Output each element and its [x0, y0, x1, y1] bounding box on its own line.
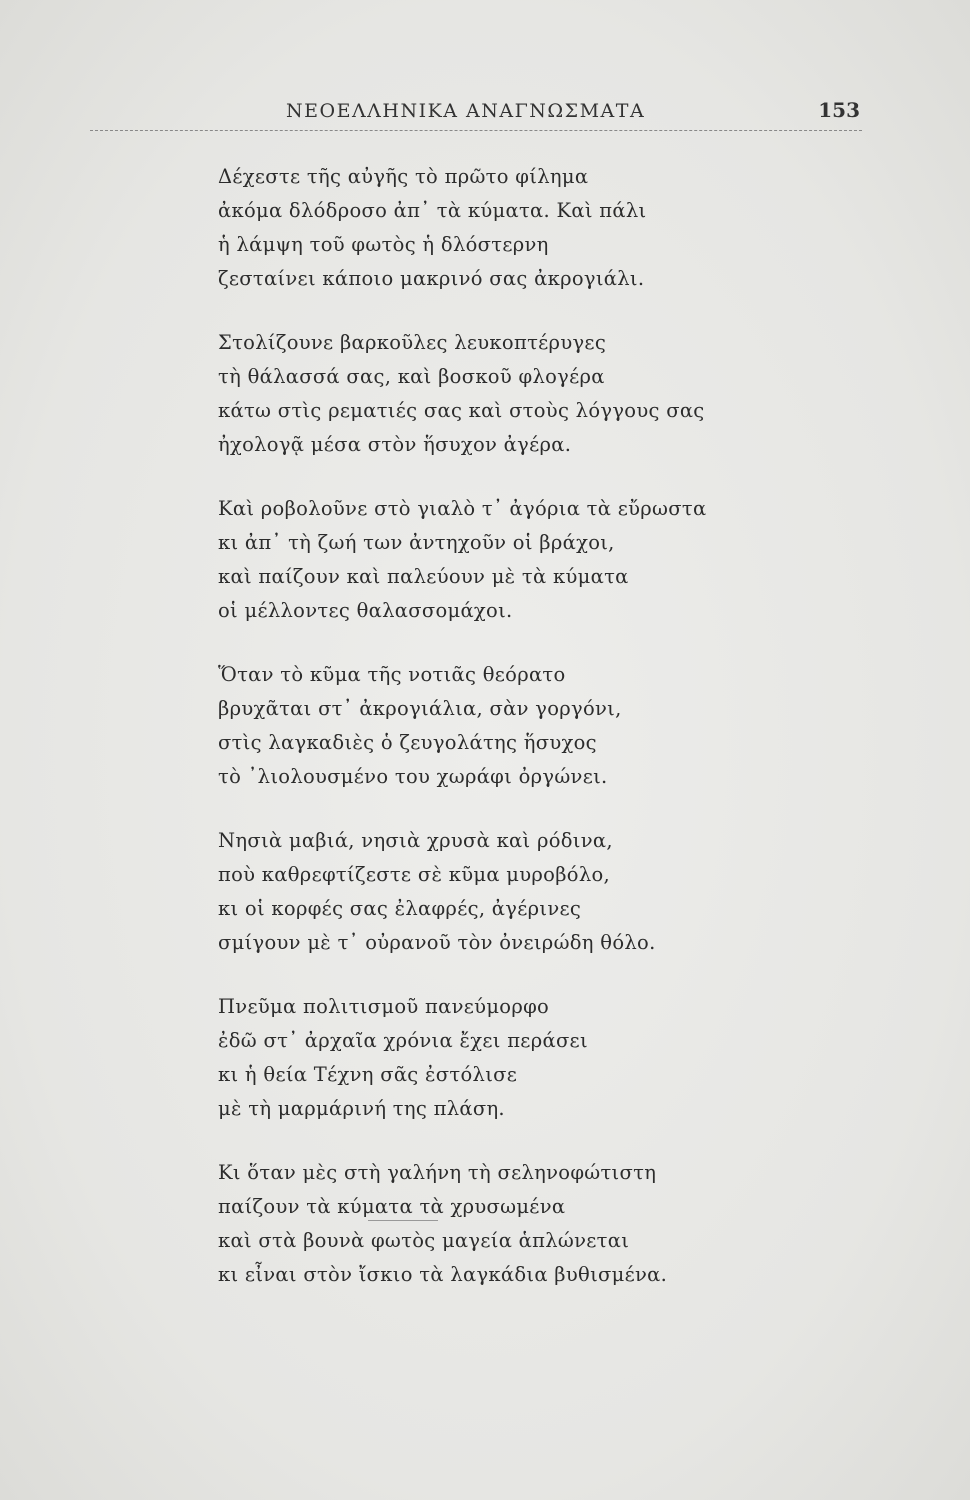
poem-line: Στολίζουνε βαρκοῦλες λευκοπτέρυγες	[218, 331, 607, 354]
poem-line: καὶ στὰ βουνὰ φωτὸς μαγεία ἁπλώνεται	[218, 1229, 630, 1252]
poem-line: κι ἀπ᾿ τὴ ζωή των ἀντηχοῦν οἱ βράχοι,	[218, 531, 615, 554]
poem-line: τὴ θάλασσά σας, καὶ βοσκοῦ φλογέρα	[218, 365, 605, 388]
poem-line: Ὅταν τὸ κῦμα τῆς νοτιᾶς θεόρατο	[218, 663, 566, 686]
stanza	[218, 658, 838, 794]
poem-line: κάτω στὶς ρεματιές σας καὶ στοὺς λόγγους σας	[218, 399, 705, 422]
poem-line: κι οἱ κορφές σας ἐλαφρές, ἀγέρινες	[218, 897, 582, 920]
poem-line: ποὺ καθρεφτίζεστε σὲ κῦμα μυροβόλο,	[218, 863, 611, 886]
poem-line: τὸ ᾿λιολουσμένο του χωράφι ὀργώνει.	[218, 765, 608, 788]
running-head: ΝΕΟΕΛΛΗΝΙΚΑ ΑΝΑΓΝΩΣΜΑΤΑ	[286, 100, 646, 122]
stanza	[218, 990, 838, 1126]
poem-line: ἡ λάμψη τοῦ φωτὸς ἡ δλόστερνη	[218, 233, 549, 256]
poem-line: Δέχεστε τῆς αὐγῆς τὸ πρῶτο φίλημα	[218, 165, 589, 188]
poem-line: Κι ὅταν μὲς στὴ γαλήνη τὴ σεληνοφώτιστη	[218, 1161, 657, 1184]
stanza	[218, 160, 838, 296]
poem-line: ζεσταίνει κάποιο μακρινό σας ἀκρογιάλι.	[218, 267, 645, 290]
poem-line: κι ἡ θεία Τέχνη σᾶς ἐστόλισε	[218, 1063, 518, 1086]
page-header	[90, 96, 870, 136]
poem-line: ἠχολογᾷ μέσα στὸν ἥσυχον ἀγέρα.	[218, 433, 572, 456]
poem-line: σμίγουν μὲ τ᾿ οὐρανοῦ τὸν ὀνειρώδη θόλο.	[218, 931, 656, 954]
poem-line: οἱ μέλλοντες θαλασσομάχοι.	[218, 599, 513, 622]
section-divider	[368, 1220, 438, 1221]
poem-line: μὲ τὴ μαρμάρινή της πλάση.	[218, 1097, 505, 1120]
stanza	[218, 824, 838, 960]
poem-line: κι εἶναι στὸν ἴσκιο τὰ λαγκάδια βυθισμένα.	[218, 1263, 668, 1286]
header-rule	[90, 130, 862, 131]
poem-line: Πνεῦμα πολιτισμοῦ πανεύμορφο	[218, 995, 550, 1018]
poem-line: ἀκόμα δλόδροσο ἀπ᾿ τὰ κύματα. Καὶ πάλι	[218, 199, 647, 222]
poem-line: καὶ παίζουν καὶ παλεύουν μὲ τὰ κύματα	[218, 565, 629, 588]
stanza	[218, 326, 838, 462]
stanza	[218, 1156, 838, 1292]
poem-line: Καὶ ροβολοῦνε στὸ γιαλὸ τ᾿ ἀγόρια τὰ εὔρωστα	[218, 497, 707, 520]
poem-line: Νησιὰ μαβιά, νησιὰ χρυσὰ καὶ ρόδινα,	[218, 829, 613, 852]
poem-line: βρυχᾶται στ᾿ ἀκρογιάλια, σὰν γοργόνι,	[218, 697, 622, 720]
page-number: 153	[818, 98, 860, 122]
poem-line: παίζουν τὰ κύματα τὰ χρυσωμένα	[218, 1195, 566, 1218]
poem-line: στὶς λαγκαδιὲς ὁ ζευγολάτης ἥσυχος	[218, 731, 597, 754]
stanza	[218, 492, 838, 628]
poem	[218, 160, 838, 1322]
poem-line: ἐδῶ στ᾿ ἀρχαῖα χρόνια ἔχει περάσει	[218, 1029, 588, 1052]
